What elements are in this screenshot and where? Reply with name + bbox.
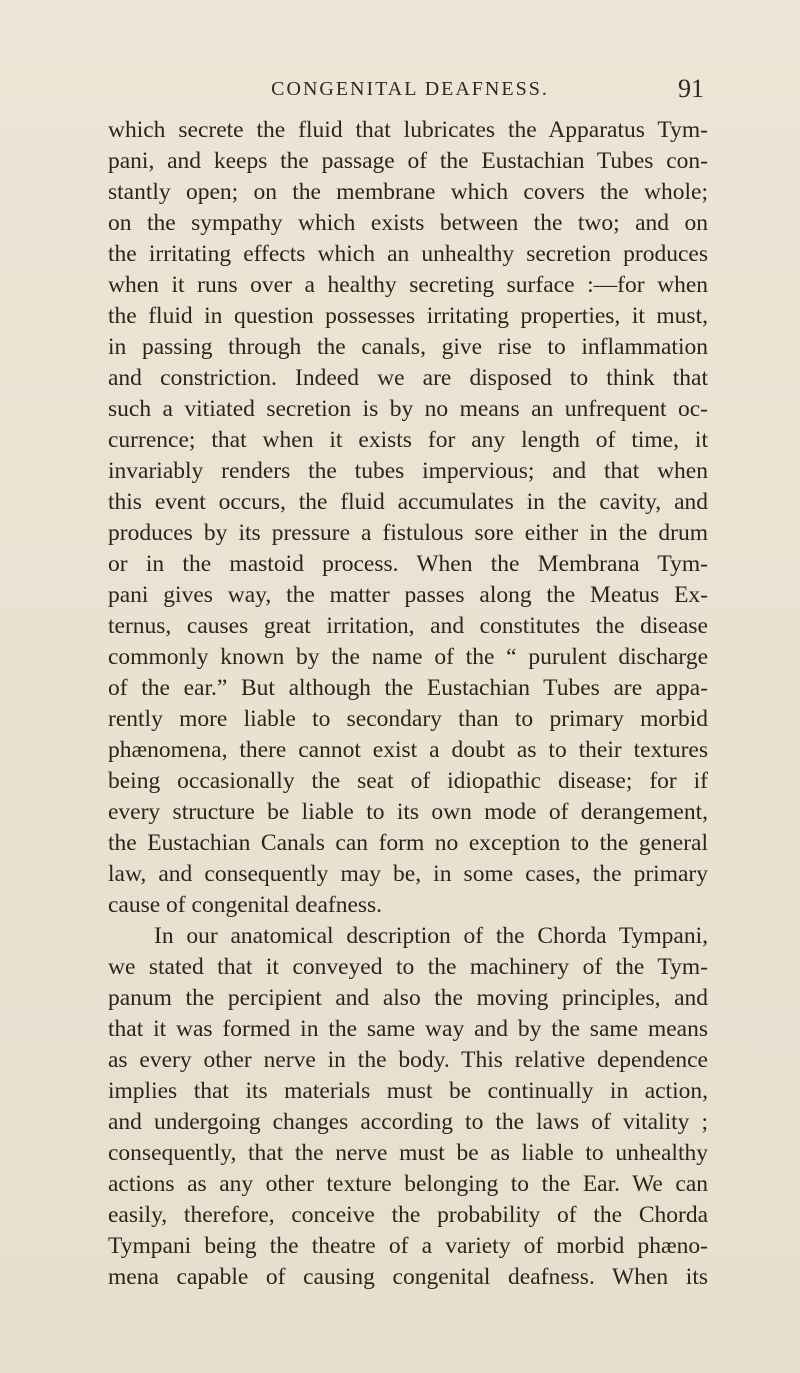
- text-line: rently more liable to secondary than to primary morbid: [108, 706, 708, 732]
- text-line: invariably renders the tubes impervious; and that when: [108, 458, 708, 484]
- text-line: or in the mastoid process. When the Membrana Tym-: [108, 551, 708, 577]
- text-line: this event occurs, the fluid accumulates in the cavity, and: [108, 489, 708, 515]
- text-line: panum the percipient and also the moving principles, and: [108, 985, 708, 1011]
- text-line: on the sympathy which exists between the two; and on: [108, 210, 708, 236]
- text-line: the Eustachian Canals can form no exception to the general: [108, 830, 708, 856]
- text-line: Tympani being the theatre of a variety of morbid phæno-: [108, 1233, 708, 1259]
- paragraph-end-line: cause of congenital deafness.: [108, 892, 383, 918]
- text-line: stantly open; on the membrane which covers the whole;: [108, 179, 708, 205]
- text-line: the fluid in question possesses irritating properties, it must,: [108, 303, 708, 329]
- body-text: [108, 115, 708, 1293]
- text-line: and undergoing changes according to the laws of vitality ;: [108, 1109, 708, 1135]
- text-line: such a vitiated secretion is by no means an unfrequent oc-: [108, 396, 708, 422]
- text-line: pani gives way, the matter passes along the Meatus Ex-: [108, 582, 708, 608]
- text-line: as every other nerve in the body. This relative dependence: [108, 1047, 708, 1073]
- text-line: pani, and keeps the passage of the Eustachian Tubes con-: [108, 148, 708, 174]
- text-line: that it was formed in the same way and by the same means: [108, 1016, 708, 1042]
- text-line: which secrete the fluid that lubricates the Apparatus Tym-: [108, 117, 708, 143]
- text-line: being occasionally the seat of idiopathic disease; for if: [108, 768, 708, 794]
- text-line: law, and consequently may be, in some cases, the primary: [108, 861, 708, 887]
- text-line: consequently, that the nerve must be as liable to unhealthy: [108, 1140, 708, 1166]
- text-line: currence; that when it exists for any length of time, it: [108, 427, 708, 453]
- text-line: easily, therefore, conceive the probability of the Chorda: [108, 1202, 708, 1228]
- text-line: when it runs over a healthy secreting surface :—for when: [108, 272, 708, 298]
- text-line: actions as any other texture belonging to the Ear. We can: [108, 1171, 708, 1197]
- text-line: every structure be liable to its own mode of derangement,: [108, 799, 708, 825]
- paragraph-start-line: In our anatomical description of the Chorda Tympani,: [154, 923, 708, 949]
- text-line: mena capable of causing congenital deafness. When its: [108, 1264, 708, 1290]
- text-line: the irritating effects which an unhealthy secretion produces: [108, 241, 708, 267]
- text-line: and constriction. Indeed we are disposed to think that: [108, 365, 708, 391]
- text-line: ternus, causes great irritation, and constitutes the disease: [108, 613, 708, 639]
- running-title: CONGENITAL DEAFNESS.: [271, 78, 549, 100]
- text-line: commonly known by the name of the “ purulent discharge: [108, 644, 708, 670]
- page-number: 91: [678, 74, 704, 103]
- text-line: implies that its materials must be continually in action,: [108, 1078, 708, 1104]
- text-line: phænomena, there cannot exist a doubt as to their textures: [108, 737, 708, 763]
- text-line: in passing through the canals, give rise to inflammation: [108, 334, 708, 360]
- text-line: we stated that it conveyed to the machinery of the Tym-: [108, 954, 708, 980]
- text-line: produces by its pressure a fistulous sore either in the drum: [108, 520, 708, 546]
- text-line: of the ear.” But although the Eustachian Tubes are appa-: [108, 675, 708, 701]
